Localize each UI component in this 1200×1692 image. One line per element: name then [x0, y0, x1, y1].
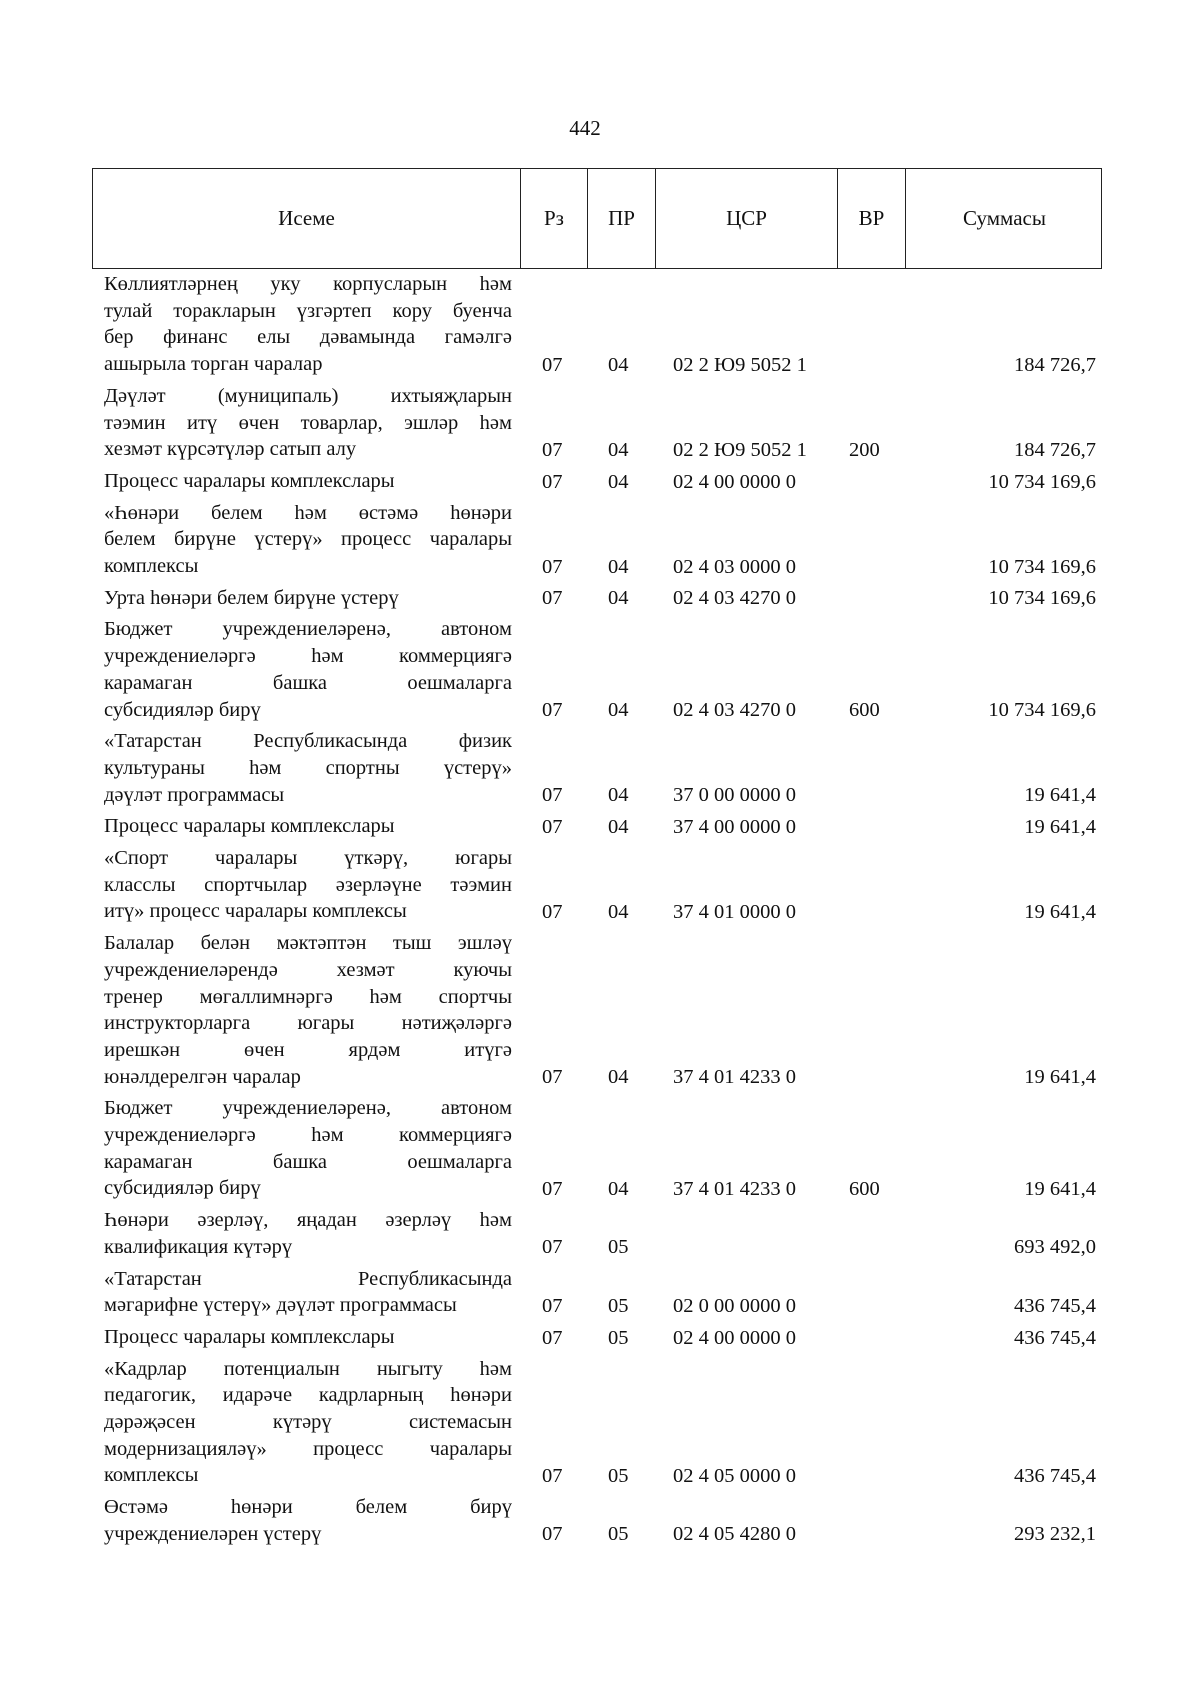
row-name	[104, 1095, 512, 1202]
row-name-line: Көллиятләрнең уку корпусларын һәм	[104, 273, 512, 295]
row-name-line: педагогик, идарәче кадрларның һөнәри	[104, 1384, 512, 1407]
row-name-line: учреждениеләрендә хезмәт куючы	[104, 958, 512, 981]
row-csr: 37 4 01 4233 0	[673, 1066, 796, 1089]
row-csr: 02 4 03 4270 0	[673, 587, 796, 610]
row-name	[104, 468, 512, 495]
table-header	[92, 168, 1102, 269]
row-rz: 07	[542, 1465, 563, 1488]
row-name	[104, 845, 512, 925]
row-csr: 37 0 00 0000 0	[673, 784, 796, 807]
row-sum: 436 745,4	[1014, 1465, 1096, 1488]
row-csr: 02 4 03 0000 0	[673, 555, 796, 578]
row-sum: 693 492,0	[1014, 1236, 1096, 1259]
row-rz: 07	[542, 1294, 563, 1317]
row-name	[104, 1494, 512, 1547]
row-rz: 07	[542, 1236, 563, 1259]
row-name-line: квалификация күтәрү	[104, 1235, 293, 1258]
row-name-line: карамаган башка оешмаларга	[104, 671, 512, 694]
row-sum: 19 641,4	[1024, 1178, 1096, 1201]
table-row	[0, 1356, 1200, 1490]
table-row	[0, 813, 1200, 840]
row-sum: 19 641,4	[1024, 1066, 1096, 1089]
row-name-line: Дәүләт (муниципаль) ихтыяҗларын	[104, 384, 512, 407]
row-pr: 04	[608, 901, 629, 924]
row-sum: 10 734 169,6	[988, 587, 1096, 610]
header-csr: ЦСР	[655, 169, 837, 268]
table-row	[0, 930, 1200, 1090]
row-sum: 19 641,4	[1024, 815, 1096, 838]
row-name-line: Һөнәри әзерләү, яңадан әзерләү һәм	[104, 1209, 512, 1232]
row-csr: 37 4 01 4233 0	[673, 1178, 796, 1201]
row-pr: 05	[608, 1294, 629, 1317]
row-name-line: модернизацияләү» процесс чаралары	[104, 1437, 512, 1460]
row-name-line: белем бирүне үстерү» процесс чаралары	[104, 528, 512, 551]
row-rz: 07	[542, 699, 563, 722]
row-pr: 04	[608, 784, 629, 807]
table-row	[0, 845, 1200, 925]
row-name	[104, 813, 512, 840]
row-vr: 200	[849, 438, 880, 461]
row-pr: 04	[608, 470, 629, 493]
row-name-line: учреждениеләргә һәм коммерциягә	[104, 645, 512, 668]
row-sum: 19 641,4	[1024, 784, 1096, 807]
table-row	[0, 383, 1200, 463]
row-rz: 07	[542, 1178, 563, 1201]
row-csr: 02 4 00 0000 0	[673, 470, 796, 493]
row-name-line: тәэмин итү өчен товарлар, эшләр һәм	[104, 411, 512, 434]
row-rz: 07	[542, 470, 563, 493]
row-name	[104, 930, 512, 1090]
row-name-line: комплексы	[104, 555, 199, 577]
row-name-line: «Татарстан Республикасында	[104, 1267, 512, 1290]
row-rz: 07	[542, 555, 563, 578]
row-pr: 05	[608, 1326, 629, 1349]
row-name-line: субсидияләр бирү	[104, 698, 261, 721]
row-name-line: мәгарифне үстерү» дәүләт программасы	[104, 1294, 457, 1317]
row-rz: 07	[542, 587, 563, 610]
row-name-line: культураны һәм спортны үстерү»	[104, 756, 512, 779]
row-name-line: инструкторларга югары нәтиҗәләргә	[104, 1012, 512, 1035]
row-name-line: Бюджет учреждениеләренә, автоном	[104, 618, 512, 641]
row-name-line: дәрәҗәсен күтәрү системасын	[104, 1411, 512, 1433]
row-name	[104, 383, 512, 463]
row-name-line: «Татарстан Республикасында физик	[104, 730, 512, 753]
row-pr: 05	[608, 1236, 629, 1259]
row-csr: 02 4 00 0000 0	[673, 1326, 796, 1349]
row-rz: 07	[542, 784, 563, 807]
row-name	[104, 1356, 512, 1490]
row-pr: 05	[608, 1465, 629, 1488]
row-rz: 07	[542, 901, 563, 924]
row-pr: 04	[608, 1066, 629, 1089]
table-row	[0, 585, 1200, 612]
row-sum: 436 745,4	[1014, 1326, 1096, 1349]
row-sum: 10 734 169,6	[988, 699, 1096, 722]
header-vr: ВР	[837, 169, 905, 268]
row-sum: 436 745,4	[1014, 1294, 1096, 1317]
row-name-line: субсидияләр бирү	[104, 1177, 261, 1200]
row-name-line: бер финанс елы дәвамында гамәлгә	[104, 326, 512, 349]
row-name-line: Урта һөнәри белем бирүне үстерү	[104, 586, 399, 609]
row-pr: 04	[608, 1178, 629, 1201]
row-name-line: ашырыла торган чаралар	[104, 353, 323, 376]
row-vr: 600	[849, 699, 880, 722]
row-name-line: Балалар белән мәктәптән тыш эшләү	[104, 932, 512, 955]
row-name	[104, 271, 512, 378]
header-name: Исеме	[278, 206, 335, 230]
row-rz: 07	[542, 353, 563, 376]
row-pr: 04	[608, 438, 629, 461]
row-name-line: Процесс чаралары комплекслары	[104, 815, 395, 838]
row-name-line: итү» процесс чаралары комплексы	[104, 900, 407, 923]
row-name-line: юнәлдерелгән чаралар	[104, 1065, 301, 1088]
row-csr: 02 4 03 4270 0	[673, 699, 796, 722]
table-row	[0, 1207, 1200, 1260]
row-sum: 293 232,1	[1014, 1523, 1096, 1546]
row-csr: 02 2 Ю9 5052 1	[673, 353, 807, 376]
row-pr: 04	[608, 699, 629, 722]
row-sum: 19 641,4	[1024, 901, 1096, 924]
row-name-line: ирешкән өчен ярдәм итүгә	[104, 1038, 512, 1061]
row-name-line: класслы спортчылар әзерләүне тәэмин	[104, 873, 512, 896]
row-pr: 04	[608, 555, 629, 578]
page-number: 442	[569, 116, 601, 140]
row-sum: 184 726,7	[1014, 353, 1096, 376]
row-name-line: «Спорт чаралары үткәрү, югары	[104, 847, 512, 869]
header-rz: Рз	[520, 169, 587, 268]
header-pr: ПР	[587, 169, 655, 268]
row-name-line: Бюджет учреждениеләренә, автоном	[104, 1097, 512, 1120]
row-name-line: учреждениеләрен үстерү	[104, 1522, 322, 1545]
table-row	[0, 728, 1200, 808]
row-csr: 02 2 Ю9 5052 1	[673, 438, 807, 461]
row-pr: 04	[608, 815, 629, 838]
header-sum: Суммасы	[905, 169, 1103, 268]
table-row	[0, 1324, 1200, 1351]
row-name-line: Өстәмә һөнәри белем бирү	[104, 1496, 512, 1519]
table-row	[0, 468, 1200, 495]
row-csr: 02 0 00 0000 0	[673, 1294, 796, 1317]
row-rz: 07	[542, 438, 563, 461]
row-name	[104, 500, 512, 580]
row-name	[104, 728, 512, 808]
row-name-line: «Кадрлар потенциалын ныгыту һәм	[104, 1357, 512, 1380]
row-name	[104, 1207, 512, 1260]
row-vr: 600	[849, 1178, 880, 1201]
row-name-line: Процесс чаралары комплекслары	[104, 1325, 395, 1348]
row-csr: 02 4 05 0000 0	[673, 1465, 796, 1488]
row-rz: 07	[542, 815, 563, 838]
row-name-line: Процесс чаралары комплекслары	[104, 469, 395, 492]
row-pr: 04	[608, 587, 629, 610]
row-csr: 02 4 05 4280 0	[673, 1523, 796, 1546]
row-name	[104, 1324, 512, 1351]
row-name	[104, 585, 512, 612]
table-row	[0, 271, 1200, 378]
row-csr: 37 4 01 0000 0	[673, 901, 796, 924]
row-name-line: дәүләт программасы	[104, 783, 285, 806]
table-row	[0, 1494, 1200, 1547]
row-name	[104, 616, 512, 723]
row-name-line: хезмәт күрсәтүләр сатып алу	[104, 438, 357, 461]
row-csr: 37 4 00 0000 0	[673, 815, 796, 838]
row-name-line: тренер мөгаллимнәргә һәм спортчы	[104, 985, 512, 1008]
table-row	[0, 1266, 1200, 1319]
row-name-line: учреждениеләргә һәм коммерциягә	[104, 1124, 512, 1146]
row-name-line: комплексы	[104, 1464, 199, 1487]
table-row	[0, 616, 1200, 723]
row-name-line: карамаган башка оешмаларга	[104, 1150, 512, 1173]
row-sum: 10 734 169,6	[988, 470, 1096, 493]
table-row	[0, 500, 1200, 580]
row-name-line: тулай торакларын үзгәртеп кору буенча	[104, 299, 512, 322]
row-name	[104, 1266, 512, 1319]
row-pr: 04	[608, 353, 629, 376]
table-row	[0, 1095, 1200, 1202]
row-rz: 07	[542, 1523, 563, 1546]
row-rz: 07	[542, 1326, 563, 1349]
row-sum: 10 734 169,6	[988, 555, 1096, 578]
row-rz: 07	[542, 1066, 563, 1089]
row-sum: 184 726,7	[1014, 438, 1096, 461]
row-pr: 05	[608, 1523, 629, 1546]
row-name-line: «Һөнәри белем һәм өстәмә һөнәри	[104, 501, 512, 524]
